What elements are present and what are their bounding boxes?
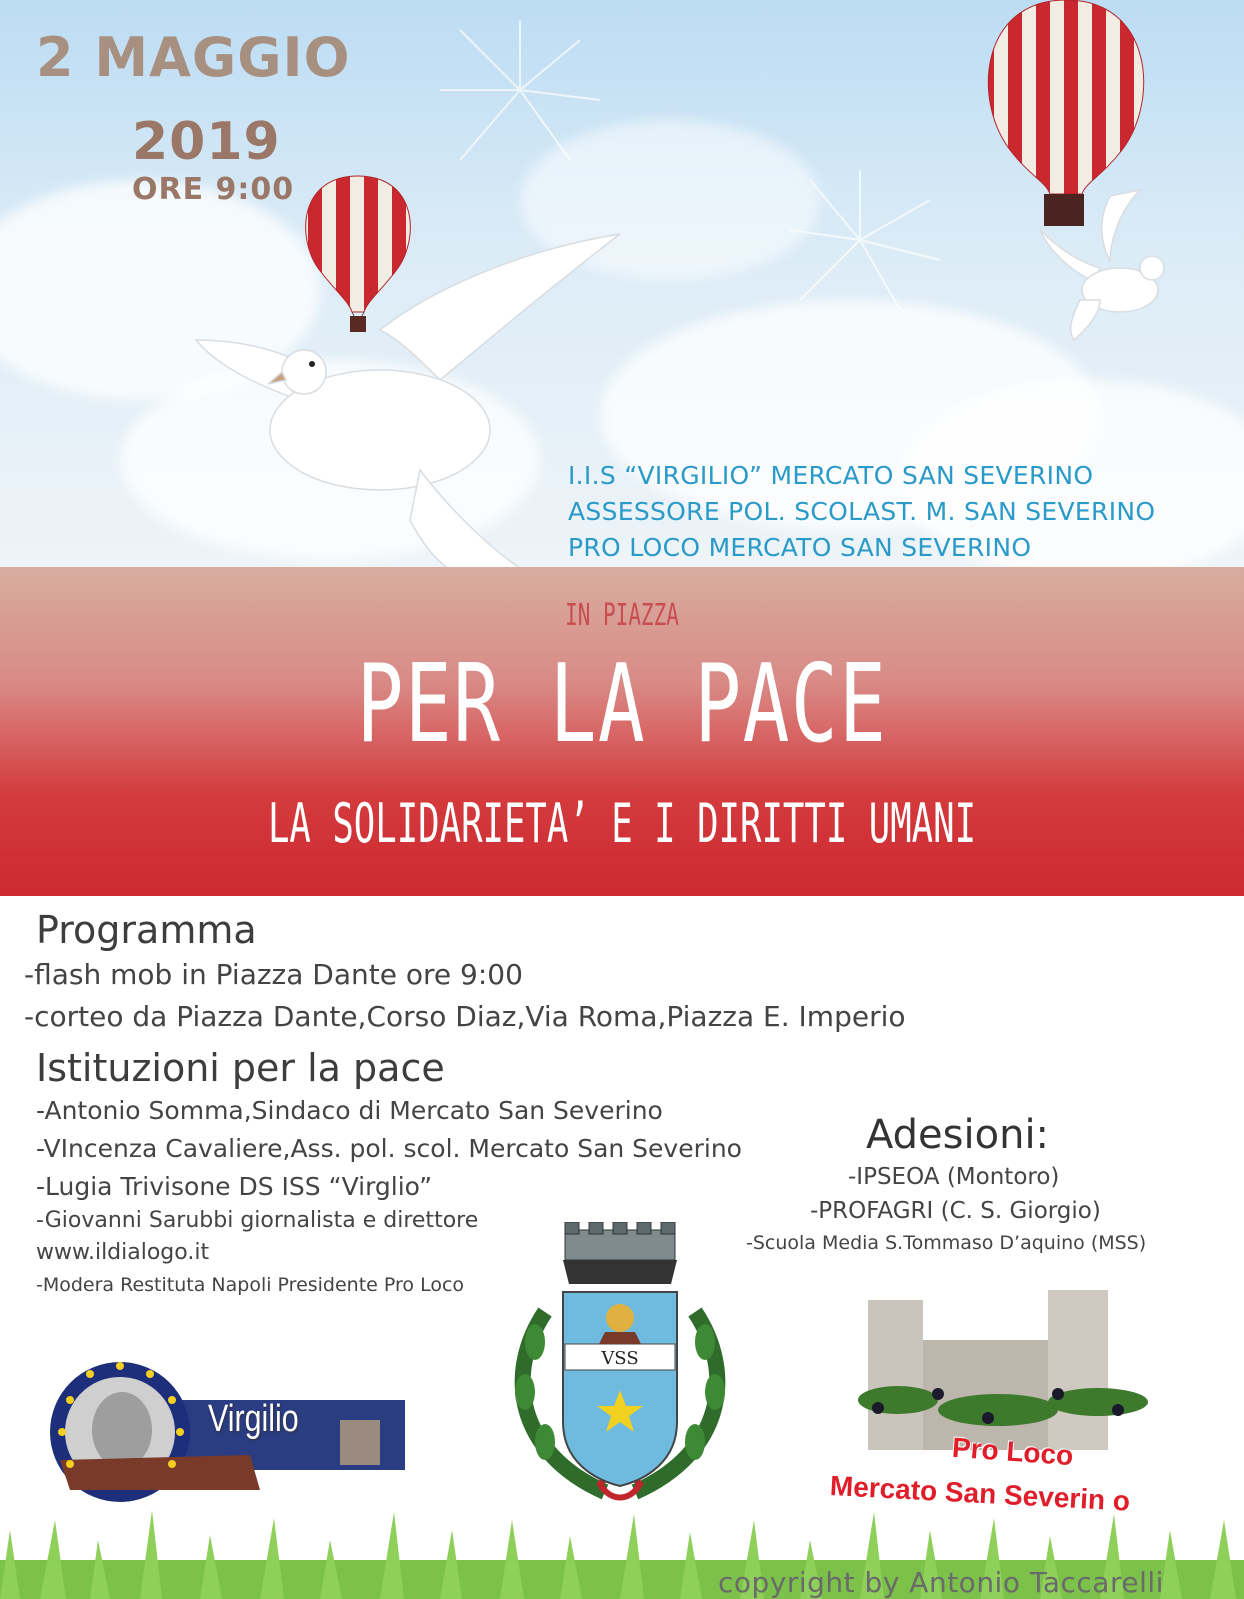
programma-item: -flash mob in Piazza Dante ore 9:00 — [24, 958, 523, 991]
istituzioni-item: -Modera Restituta Napoli Presidente Pro Loco — [36, 1274, 465, 1296]
event-date-year: 2019 — [132, 112, 281, 172]
adesioni-item: -PROFAGRI (C. S. Giorgio) — [810, 1198, 1101, 1224]
istituzioni-item: -Lugia Trivisone DS ISS “Virglio” — [36, 1172, 433, 1201]
istituzioni-item: -Giovanni Sarubbi giornalista e direttore — [36, 1208, 479, 1233]
organizer-line: PRO LOCO MERCATO SAN SEVERINO — [568, 533, 1032, 562]
istituzioni-item: -Antonio Somma,Sindaco di Mercato San Severino — [36, 1096, 663, 1125]
sky-background — [0, 0, 1244, 567]
organizer-line: I.I.S “VIRGILIO” MERCATO SAN SEVERINO — [568, 461, 1094, 490]
proloco-logo-text: Pro Loco — [951, 1431, 1075, 1472]
istituzioni-item: -VIncenza Cavaliere,Ass. pol. scol. Mercato San Severino — [36, 1134, 742, 1163]
adesioni-item: -IPSEOA (Montoro) — [848, 1164, 1060, 1190]
banner-title: PER LA PACE — [356, 642, 888, 767]
event-time: ORE 9:00 — [132, 172, 295, 207]
copyright-text: copyright by Antonio Taccarelli — [718, 1566, 1164, 1599]
adesioni-heading: Adesioni: — [866, 1112, 1050, 1158]
hot-air-balloon-icon — [988, 0, 1143, 226]
hot-air-balloon-icon — [306, 176, 411, 332]
adesioni-item: -Scuola Media S.Tommaso D’aquino (MSS) — [746, 1232, 1147, 1254]
banner-subtitle: LA SOLIDARIETA’ E I DIRITTI UMANI — [267, 792, 977, 855]
proloco-logo-subtext: Mercato San Severin o — [829, 1470, 1131, 1517]
crest-letters: VSS — [601, 1348, 639, 1369]
event-date-day: 2 MAGGIO — [36, 26, 351, 89]
organizer-line: ASSESSORE POL. SCOLAST. M. SAN SEVERINO — [568, 497, 1156, 526]
municipal-crest — [505, 1222, 735, 1512]
istituzioni-link[interactable]: www.ildialogo.it — [36, 1240, 210, 1265]
virgilio-logo-text: Virgilio — [208, 1398, 299, 1440]
organizers-list — [568, 458, 1155, 566]
programma-item: -corteo da Piazza Dante,Corso Diaz,Via Roma,Piazza E. Imperio — [24, 1000, 906, 1033]
dove-icon — [196, 234, 620, 567]
banner-pretitle: IN PIAZZA — [565, 598, 679, 633]
programma-heading: Programma — [36, 908, 257, 952]
istituzioni-heading: Istituzioni per la pace — [36, 1046, 445, 1090]
